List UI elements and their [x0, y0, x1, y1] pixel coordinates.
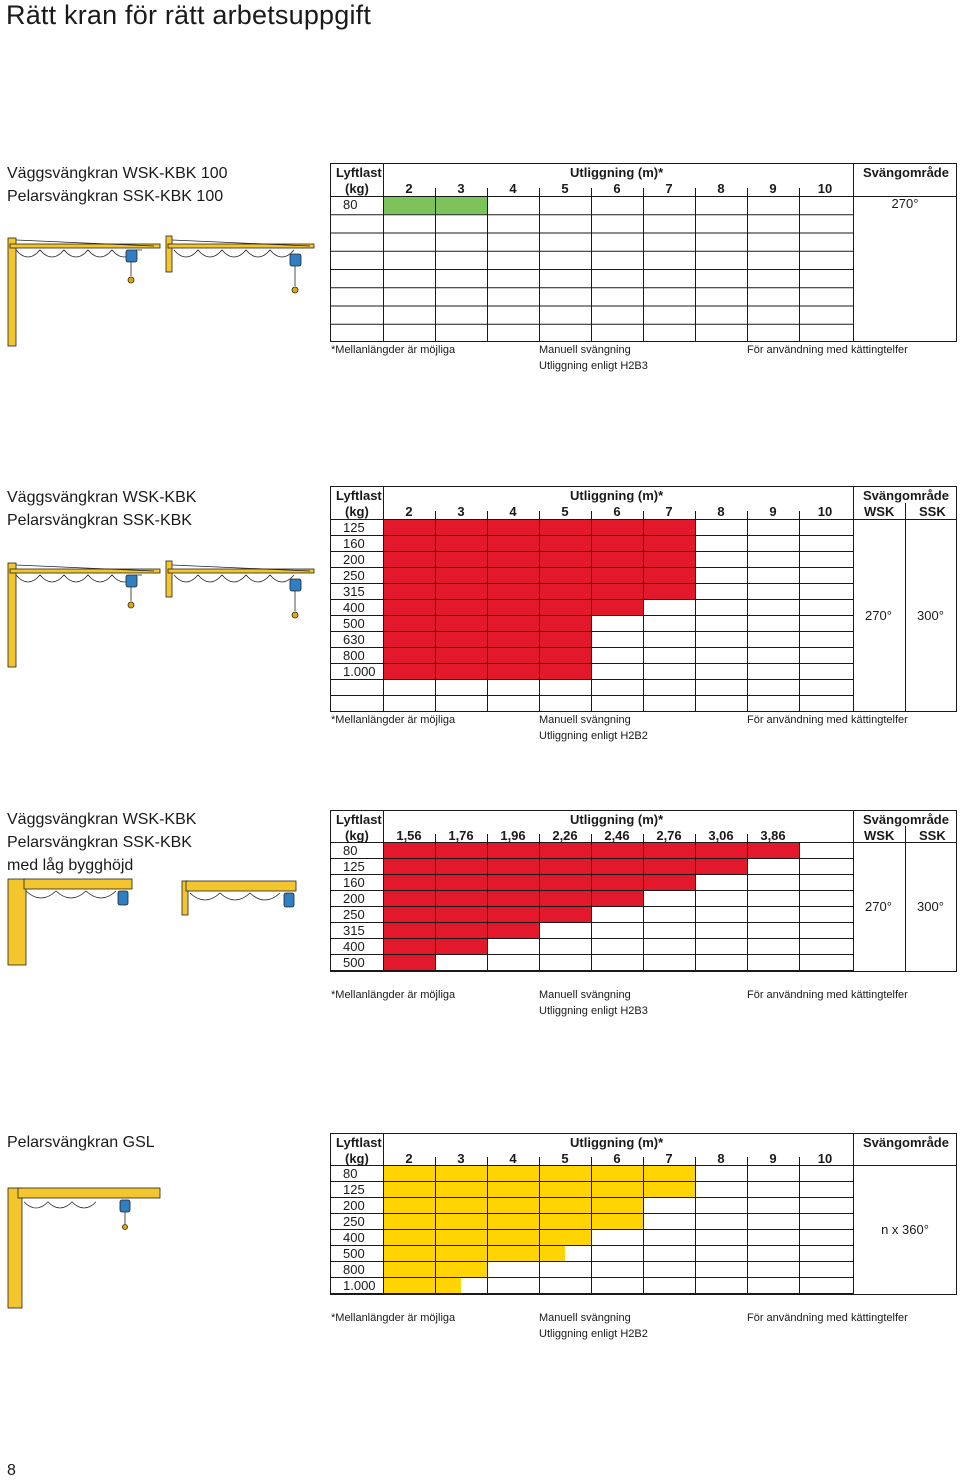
footer-manual: Manuell svängning: [539, 1312, 631, 1324]
footer-usage: För användning med kättingtelfer: [747, 344, 908, 356]
column-header: 3: [457, 504, 465, 519]
capacity-fill: [384, 616, 591, 631]
grid-lines: [330, 810, 957, 972]
load-value: 200: [343, 552, 365, 567]
column-header: 4: [509, 504, 517, 519]
column-header: 7: [665, 1151, 673, 1166]
footer-manual: Manuell svängning: [539, 344, 631, 356]
header-kg: (kg): [345, 1151, 369, 1166]
footer-note: *Mellanlängder är möjliga: [331, 989, 456, 1001]
grid-lines: [330, 163, 957, 342]
header-kg: (kg): [345, 181, 369, 196]
capacity-fill: [384, 520, 695, 535]
header-ssk: SSK: [919, 504, 946, 519]
section-label: [7, 1131, 155, 1154]
load-value: 80: [343, 197, 358, 212]
column-header: 10: [817, 181, 833, 196]
load-value: 315: [343, 584, 365, 599]
crane-illustration-icon: [4, 875, 324, 1005]
section-label-line: Pelarsvängkran SSK-KBK 100: [7, 188, 224, 205]
column-header: 8: [717, 181, 725, 196]
column-header: 9: [769, 1151, 777, 1166]
footer-manual: Manuell svängning: [539, 714, 631, 726]
capacity-fill: [384, 1262, 487, 1277]
load-value: 630: [343, 632, 365, 647]
capacity-fill: [384, 843, 799, 858]
column-header: 3,06: [708, 828, 734, 843]
footer-classification: Utliggning enligt H2B2: [539, 1328, 648, 1340]
column-header: 6: [613, 1151, 621, 1166]
load-value: 125: [343, 520, 365, 535]
column-header: 10: [817, 504, 833, 519]
header-svangomrade: Svängområde: [863, 812, 949, 827]
capacity-fill: [384, 552, 695, 567]
load-value: 80: [343, 1166, 358, 1181]
load-value: 160: [343, 536, 365, 551]
grid-lines: [330, 1133, 957, 1295]
header-wsk: WSK: [864, 828, 895, 843]
column-header: 2: [405, 181, 413, 196]
capacity-fill: [384, 955, 435, 970]
footer-usage: För användning med kättingtelfer: [747, 1312, 908, 1324]
capacity-fill: [384, 875, 695, 890]
capacity-fill: [384, 1246, 565, 1261]
column-header: 1,56: [396, 828, 422, 843]
load-value: 250: [343, 907, 365, 922]
load-value: 200: [343, 1198, 365, 1213]
header-wsk: WSK: [864, 504, 895, 519]
column-header: 2,46: [604, 828, 630, 843]
footer-note: *Mellanlängder är möjliga: [331, 344, 456, 356]
column-header: 2: [405, 1151, 413, 1166]
column-header: 4: [509, 181, 517, 196]
header-svangomrade: Svängområde: [863, 488, 949, 503]
column-header: 3: [457, 1151, 465, 1166]
header-lyftlast: Lyftlast: [336, 165, 382, 180]
column-header: 8: [717, 504, 725, 519]
header-utliggning: Utliggning (m)*: [570, 1135, 664, 1150]
swing-value: n x 360°: [881, 1222, 929, 1237]
column-header: 5: [561, 504, 569, 519]
footer-usage: För användning med kättingtelfer: [747, 989, 908, 1001]
header-svangomrade: Svängområde: [863, 165, 949, 180]
header-lyftlast: Lyftlast: [336, 1135, 382, 1150]
capacity-fill: [384, 939, 487, 954]
load-value: 1.000: [343, 1278, 376, 1293]
column-header: 4: [509, 1151, 517, 1166]
load-value: 125: [343, 1182, 365, 1197]
column-header: 9: [769, 181, 777, 196]
crane-illustration-icon: [4, 230, 324, 360]
section-label-line: Väggsvängkran WSK-KBK: [7, 489, 197, 506]
column-header: 3: [457, 181, 465, 196]
load-value: 400: [343, 1230, 365, 1245]
load-value: 160: [343, 875, 365, 890]
capacity-fill: [384, 891, 643, 906]
header-utliggning: Utliggning (m)*: [570, 812, 664, 827]
swing-value-wsk: 270°: [865, 607, 892, 623]
crane-illustration-icon: [4, 555, 324, 685]
load-value: 315: [343, 923, 365, 938]
swing-value-ssk: 300°: [917, 607, 944, 623]
column-header: 2: [405, 504, 413, 519]
section-label-line: Pelarsvängkran SSK-KBK: [7, 512, 192, 529]
capacity-fill: [384, 648, 591, 663]
column-header: 8: [717, 1151, 725, 1166]
footer-usage: För användning med kättingtelfer: [747, 714, 908, 726]
swing-value-wsk: 270°: [865, 899, 892, 914]
column-header: 7: [665, 504, 673, 519]
section-label: [7, 486, 196, 532]
capacity-fill: [384, 600, 643, 615]
footer-classification: Utliggning enligt H2B3: [539, 360, 648, 372]
header-kg: (kg): [345, 828, 369, 843]
capacity-fill: [384, 584, 695, 599]
capacity-fill: [384, 536, 695, 551]
capacity-fill: [384, 197, 487, 214]
load-value: 500: [343, 1246, 365, 1261]
capacity-fill: [384, 1230, 591, 1245]
load-value: 800: [343, 648, 365, 663]
load-value: 1.000: [343, 664, 376, 679]
column-header: 6: [613, 504, 621, 519]
capacity-fill: [384, 1278, 461, 1293]
footer-classification: Utliggning enligt H2B3: [539, 1005, 648, 1017]
section-label-line: Pelarsvängkran SSK-KBK: [7, 834, 192, 851]
swing-value-ssk: 300°: [917, 899, 944, 914]
load-value: 80: [343, 843, 358, 858]
column-header: 1,76: [448, 828, 474, 843]
footer-note: *Mellanlängder är möjliga: [331, 1312, 456, 1324]
column-header: 2,76: [656, 828, 682, 843]
section-label-line: Väggsvängkran WSK-KBK 100: [7, 165, 228, 182]
load-value: 250: [343, 1214, 365, 1229]
load-value: 500: [343, 616, 365, 631]
footer-manual: Manuell svängning: [539, 989, 631, 1001]
column-header: 5: [561, 181, 569, 196]
capacity-fill: [384, 923, 539, 938]
section-label-line: Pelarsvängkran GSL: [7, 1134, 155, 1151]
section-label: [7, 162, 228, 208]
page-title: Rätt kran för rätt arbetsuppgift: [6, 0, 372, 30]
load-value: 200: [343, 891, 365, 906]
capacity-fill: [384, 632, 591, 647]
column-header: 3,86: [760, 828, 786, 843]
capacity-fill: [384, 1182, 695, 1197]
capacity-fill: [384, 664, 591, 679]
header-lyftlast: Lyftlast: [336, 812, 382, 827]
section-label: [7, 808, 196, 877]
footer-note: *Mellanlängder är möjliga: [331, 714, 456, 726]
capacity-fill: [384, 907, 591, 922]
capacity-fill: [384, 568, 695, 583]
load-value: 800: [343, 1262, 365, 1277]
header-ssk: SSK: [919, 828, 946, 843]
grid-lines: [330, 486, 957, 712]
column-header: 1,96: [500, 828, 526, 843]
section-label-line: Väggsvängkran WSK-KBK: [7, 811, 197, 828]
load-value: 400: [343, 600, 365, 615]
column-header: 5: [561, 1151, 569, 1166]
load-value: 400: [343, 939, 365, 954]
column-header: 9: [769, 504, 777, 519]
footer-classification: Utliggning enligt H2B2: [539, 730, 648, 742]
header-utliggning: Utliggning (m)*: [570, 165, 664, 180]
header-lyftlast: Lyftlast: [336, 488, 382, 503]
load-value: 500: [343, 955, 365, 970]
load-value: 125: [343, 859, 365, 874]
column-header: 7: [665, 181, 673, 196]
header-kg: (kg): [345, 504, 369, 519]
column-header: 10: [817, 1151, 833, 1166]
swing-value: 270°: [891, 196, 919, 211]
section-label-line: med låg bygghöjd: [7, 857, 134, 874]
load-value: 250: [343, 568, 365, 583]
capacity-fill: [384, 859, 747, 874]
capacity-fill: [384, 1166, 695, 1181]
crane-illustration-icon: [4, 1180, 324, 1310]
column-header: 2,26: [552, 828, 578, 843]
capacity-fill: [384, 1198, 643, 1213]
capacity-fill: [384, 1214, 643, 1229]
header-svangomrade: Svängområde: [863, 1135, 949, 1150]
page-number: 8: [7, 1462, 16, 1479]
column-header: 6: [613, 181, 621, 196]
header-utliggning: Utliggning (m)*: [570, 488, 664, 503]
